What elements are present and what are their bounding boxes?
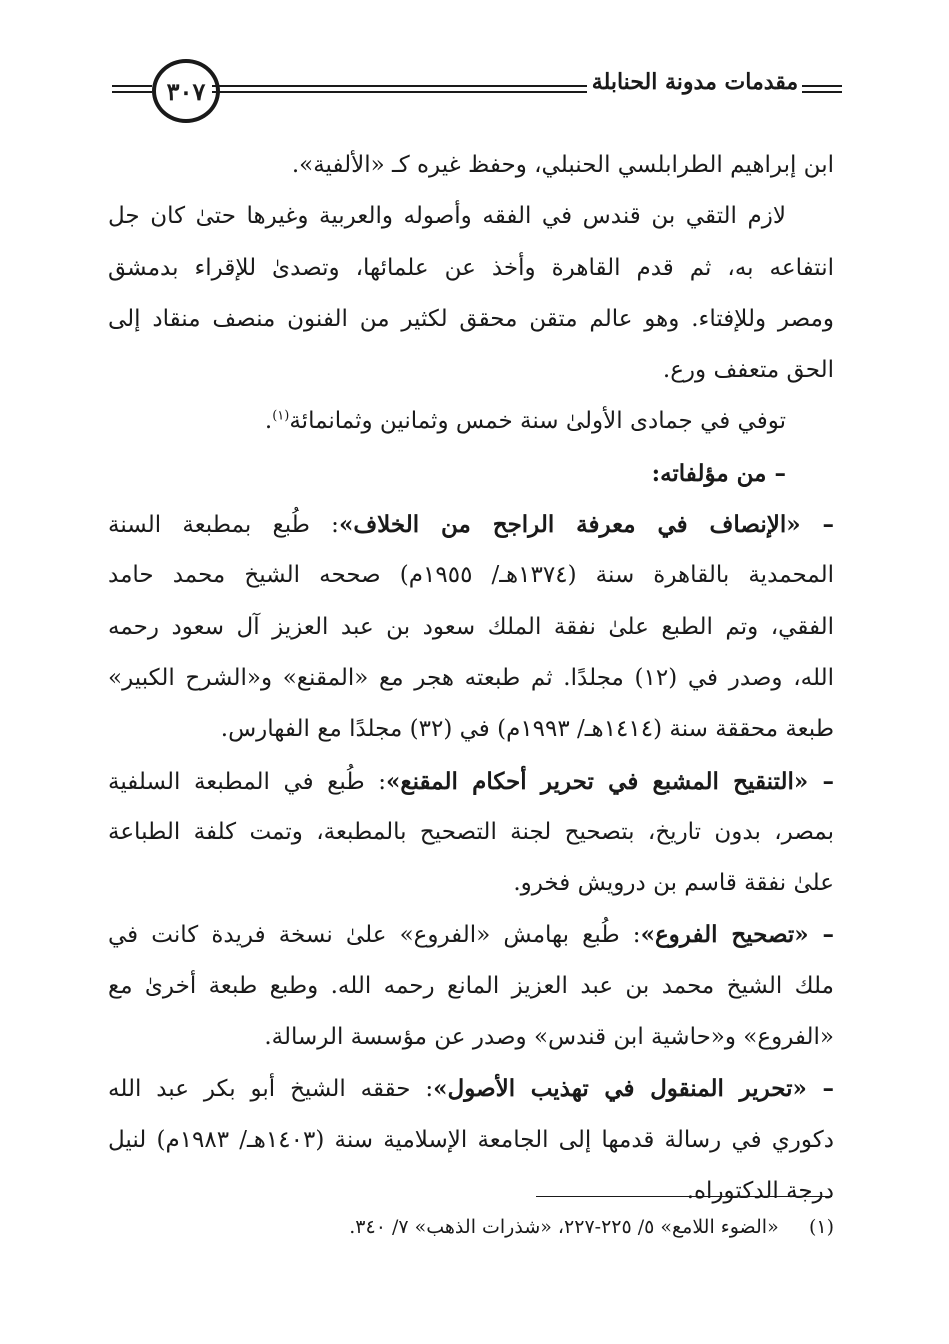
- text-line: [108, 961, 834, 1012]
- line-text: لازم التقي بن قندس في الفقه وأصوله والعربية وغيرها حتىٰ كان جل: [108, 203, 786, 230]
- line-text: انتفاعه به، ثم قدم القاهرة وأخذ عن علمائها، وتصدىٰ للإقراء بدمشق: [108, 254, 834, 281]
- text-line: [108, 704, 834, 755]
- header-rule-middle: [212, 85, 587, 93]
- page-header: [112, 55, 842, 135]
- book-title: – «الإنصاف في معرفة الراجح من الخلاف»: [338, 511, 834, 539]
- text-line: [108, 191, 834, 242]
- line-text: بمصر، بدون تاريخ، بتصحيح لجنة التصحيح بالمطبعة، وتمت كلفة الطباعة: [108, 818, 834, 845]
- text-line: [108, 1063, 834, 1114]
- line-text: توفي في جمادى الأولىٰ سنة خمس وثمانين وثمانمائة: [289, 408, 786, 435]
- line-text: المحمدية بالقاهرة سنة (١٣٧٤هـ/ ١٩٥٥م) صححه الشيخ محمد حامد: [108, 562, 834, 589]
- text-line: [108, 243, 834, 294]
- book-title: – «تحرير المنقول في تهذيب الأصول»: [433, 1075, 834, 1103]
- text-line: [108, 602, 834, 653]
- text-line: [108, 858, 834, 909]
- header-rule-right: [802, 85, 842, 93]
- section-heading: – من مؤلفاته:: [651, 459, 786, 487]
- line-text: درجة الدكتوراه.: [686, 1177, 834, 1204]
- line-text: علىٰ نفقة قاسم بن درويش فخرو.: [513, 870, 834, 897]
- text-line: [108, 499, 834, 550]
- text-line: [108, 1012, 834, 1063]
- line-text: طبعة محققة سنة (١٤١٤هـ/ ١٩٩٣م) في (٣٢) مجلدًا مع الفهارس.: [220, 716, 834, 743]
- text-line: [108, 550, 834, 601]
- line-text: : حققه الشيخ أبو بكر عبد الله: [108, 1076, 434, 1103]
- footnote-marker: (١): [808, 1216, 834, 1238]
- line-text: : طُبع بمطبعة السنة: [108, 512, 339, 539]
- line-text: «الفروع» و«حاشية ابن قندس» وصدر عن مؤسسة الرسالة.: [264, 1024, 834, 1051]
- line-text: الله، وصدر في (١٢) مجلدًا. ثم طبعته هجر مع «المقنع» و«الشرح الكبير»: [108, 664, 834, 691]
- body-text: [108, 140, 834, 1217]
- text-line: [108, 807, 834, 858]
- line-text: : طُبع في المطبعة السلفية: [108, 768, 386, 795]
- book-title: – «تصحيح الفروع»: [640, 921, 834, 949]
- line-text: ومصر وللإفتاء. وهو عالم متقن محقق لكثير من الفنون منصف منقاد إلى: [108, 305, 834, 332]
- text-line: [108, 1115, 834, 1166]
- line-text: ملك الشيخ محمد بن عبد العزيز المانع رحمه الله. وطبع طبعة أخرىٰ مع: [108, 972, 834, 999]
- text-line: [108, 756, 834, 807]
- text-line: [108, 294, 834, 345]
- footnote-separator: [536, 1196, 832, 1197]
- text-line: [108, 396, 834, 447]
- line-text: : طُبع بهامش «الفروع» علىٰ نسخة فريدة كانت في: [108, 922, 641, 949]
- running-title: مقدمات مدونة الحنابلة: [591, 69, 799, 95]
- text-line: [108, 345, 834, 396]
- line-text: ابن إبراهيم الطرابلسي الحنبلي، وحفظ غيره كـ «الألفية».: [291, 152, 834, 178]
- footnote: [108, 1210, 834, 1244]
- text-line: [108, 653, 834, 704]
- line-text: دكوري في رسالة قدمها إلى الجامعة الإسلامية سنة (١٤٠٣هـ/ ١٩٨٣م) لنيل: [108, 1126, 834, 1153]
- text-line: [108, 448, 834, 499]
- line-text: الحق متعفف ورع.: [662, 357, 834, 384]
- line-tail: .: [264, 408, 273, 435]
- header-rule-left: [112, 85, 152, 93]
- footnote-text: «الضوء اللامع» ٥/ ٢٢٥-٢٢٧، «شذرات الذهب» ٧/ ٣٤٠.: [349, 1216, 779, 1238]
- book-title: – «التنقيح المشبع في تحرير أحكام المقنع»: [385, 767, 834, 795]
- line-text: الفقي، وتم الطبع علىٰ نفقة الملك سعود بن عبد العزيز آل سعود رحمه: [108, 613, 834, 640]
- text-line: [108, 140, 834, 191]
- page-number: ٣٠٧: [152, 59, 220, 123]
- text-line: [108, 909, 834, 960]
- footnote-reference: (١): [272, 408, 290, 424]
